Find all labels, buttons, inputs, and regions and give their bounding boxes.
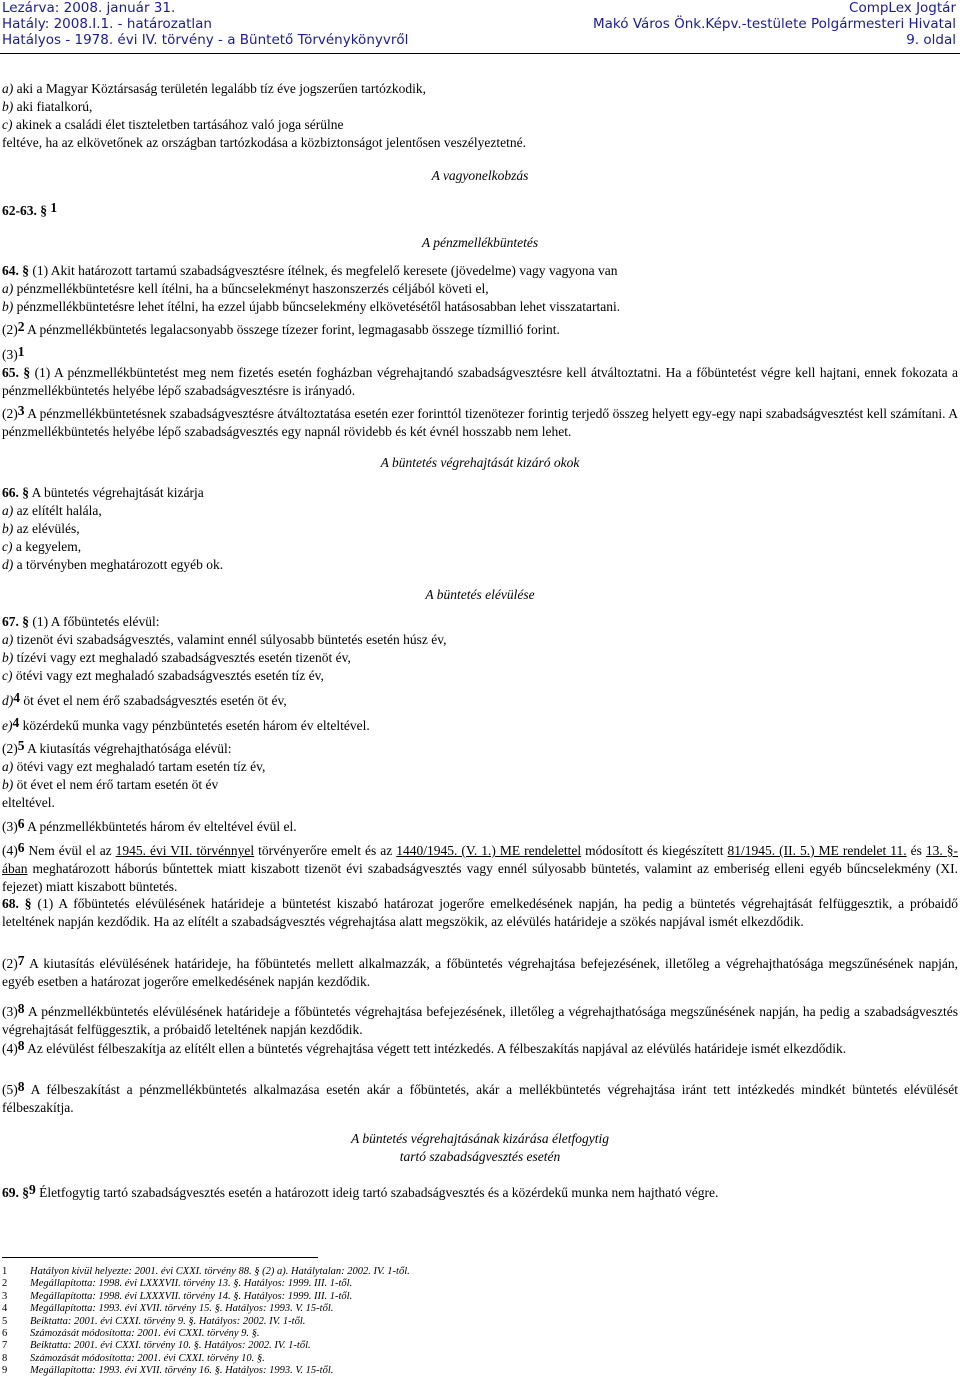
footnote-item <box>2 1291 352 1303</box>
footnote-item <box>2 1328 260 1340</box>
footnote-ref[interactable]: 1 <box>17 344 25 359</box>
footnote-number: 3 <box>2 1290 8 1302</box>
section-number: 67. § <box>2 614 29 629</box>
footnote-ref[interactable]: 1 <box>50 200 58 215</box>
paragraph-67-3: $(3)^6$ A pénzmellékbüntetés három év elteltével évül el. <box>2 816 297 834</box>
heading-vagyonelkobzas: A vagyonelkobzás <box>431 168 529 183</box>
heading-penzmellekbuntetes: A pénzmellékbüntetés <box>421 235 539 250</box>
list-item-text: aki a Magyar Köztársaság területén legalább tíz éve jogszerűen tartózkodik, <box>16 81 426 96</box>
footnote-text: Beiktatta: 2001. évi CXXI. törvény 9. §. Hatályos: 2002. IV. 1-től. <box>30 1315 306 1327</box>
footnote-number: 5 <box>2 1315 8 1327</box>
header-product: CompLex Jogtár <box>849 0 956 16</box>
footnote-item <box>2 1278 352 1290</box>
header-divider <box>0 53 960 54</box>
header-page-number: 9. oldal <box>906 32 956 48</box>
list-item-67e: e)$^4$ közérdekű munka vagy pénzbüntetés esetén három év elteltével. <box>2 715 370 733</box>
footnote-text: Megállapította: 1993. évi XVII. törvény 15. §. Hatályos: 1993. V. 15-től. <box>30 1303 334 1315</box>
footnote-ref[interactable]: 6 <box>17 816 25 831</box>
law-link[interactable]: 13. §-ában <box>2 843 959 876</box>
paragraph-66: 66. § A büntetés végrehajtását kizárja <box>2 485 204 500</box>
paragraph-64-1: 64. § (1) Akit határozott tartamú szabadságvesztésre ítélnek, és megfelelő keresete (jövedelme) vagy vagyona van <box>2 263 618 278</box>
footnote-text: Megállapította: 1993. évi XVII. törvény 16. §. Hatályos: 1993. V. 15-től. <box>30 1365 334 1377</box>
footnote-item <box>2 1316 305 1328</box>
section-number: 68. § <box>2 896 32 911</box>
footnote-number: 4 <box>2 1303 8 1315</box>
list-item-66a: a) az elítélt halála, <box>2 503 102 518</box>
footnote-text: Beiktatta: 2001. évi CXXI. törvény 10. §. Hatályos: 2002. IV. 1-től. <box>30 1340 311 1352</box>
header-validity: Hatály: 2008.I.1. - határozatlan <box>2 16 212 32</box>
footnote-ref[interactable]: 7 <box>17 953 25 968</box>
heading-elevules: A büntetés elévülése <box>425 587 535 602</box>
paragraph-65-1: 65. § (1) A pénzmellékbüntetést meg nem fizetés esetén fogházban végrehajtandó szabadságvesztésre kell átváltoztatni. Ha a főbüntetést végre kell hajtani, ennek fokozata a pénzmellékbüntetés helyébe lépő szabadságvesztésre is irányadó. <box>2 365 959 398</box>
list-item-66c: c) a kegyelem, <box>2 539 82 554</box>
list-item-64b: b) pénzmellékbüntetésre lehet ítélni, ha ezzel újabb bűncselekmény elkövetésétől hatásosabban lehet visszatartani. <box>2 299 621 314</box>
footnote-item <box>2 1340 311 1352</box>
footnote-ref[interactable]: 4 <box>13 690 20 705</box>
heading-eletfogytig-1: A büntetés végrehajtásának kizárása életfogytig <box>351 1131 609 1146</box>
section-number: 62-63. <box>2 203 37 218</box>
paragraph-64-2: $(2)^2$ A pénzmellékbüntetés legalacsonyabb összege tízezer forint, legmagasabb összege tízmillió forint. <box>2 319 560 337</box>
header-licensee: Makó Város Önk.Képv.-testülete Polgármesteri Hivatal <box>593 16 956 32</box>
list-item-67-2c: elteltével. <box>2 795 55 810</box>
footnote-text: Számozását módosította: 2001. évi CXXI. törvény 10. §. <box>30 1352 265 1364</box>
header-closed-date: Lezárva: 2008. január 31. <box>2 0 176 16</box>
list-item-67b: b) tízévi vagy ezt meghaladó szabadságvesztés esetén tizenöt év, <box>2 650 351 665</box>
footnote-number: 6 <box>2 1328 8 1339</box>
law-link[interactable]: 81/1945. (II. 5.) ME rendelet 11. <box>727 843 907 858</box>
paragraph-67-1: 67. § (1) A főbüntetés elévül: <box>2 614 160 629</box>
footnote-item <box>2 1303 333 1315</box>
list-item-67a: a) tizenöt évi szabadságvesztés, valamint ennél súlyosabb büntetés esetén húsz év, <box>2 632 447 647</box>
list-item-64a: a) pénzmellékbüntetésre kell ítélni, ha a bűncselekményt haszonszerzés céljából követi el, <box>2 281 489 296</box>
footnote-text: Hatályon kívül helyezte: 2001. évi CXXI. törvény 88. § (2) a). Hatálytalan: 2002. IV. 1-től. <box>30 1266 410 1277</box>
paragraph-64-3: $(3)^1$ <box>2 344 25 362</box>
list-item-67d: d)$^4$ öt évet el nem érő szabadságvesztés esetén öt év, <box>2 690 287 708</box>
list-item-text: aki fiatalkorú, <box>16 99 93 114</box>
list-item-c: c) akinek a családi élet tiszteletben tartásához való joga sérülne <box>2 117 344 132</box>
paragraph-65-2: $(2)^3$ A pénzmellékbüntetésnek szabadságvesztésre átváltoztatása esetén ezer forinttól tizenötezer forintig terjedő összeg helyett egy-egy napi szabadságvesztést kell számítani. A pénzmellékbüntetés helyébe lépő szabadságvesztés egy napnál rövidebb és két évnél hosszabb nem lehet. <box>2 403 958 439</box>
heading-kizaro-okok: A büntetés végrehajtását kizáró okok <box>380 455 580 470</box>
list-item-67-2b: b) öt évet el nem érő tartam esetén öt év <box>2 777 219 792</box>
paragraph-69: 69. §$^9$ Életfogytig tartó szabadságvesztés esetén a határozott ideig tartó szabadságvesztés és a közérdekű munka nem hajtható végre. <box>2 1182 719 1200</box>
footnote-item <box>2 1365 333 1377</box>
section-62-63 <box>2 202 958 220</box>
section-number: 69. § <box>2 1185 29 1200</box>
footnote-ref[interactable]: 5 <box>17 738 25 753</box>
law-link[interactable]: 1440/1945. (V. 1.) ME rendelettel <box>396 843 582 858</box>
footnote-item <box>2 1353 265 1365</box>
footnote-ref[interactable]: 4 <box>12 715 20 730</box>
paragraph-67-2: $(2)^5$ A kiutasítás végrehajthatósága elévül: <box>2 738 232 756</box>
footnote-number: 1 <box>2 1266 8 1277</box>
footnote-number: 8 <box>2 1352 8 1364</box>
footnote-number: 2 <box>2 1278 8 1290</box>
footnote-number: 9 <box>2 1365 8 1377</box>
header-law-title: Hatályos - 1978. évi IV. törvény - a Büntető Törvénykönyvről <box>2 32 409 48</box>
list-item-a: a) aki a Magyar Köztársaság területén legalább tíz éve jogszerűen tartózkodik, <box>2 81 426 96</box>
footnote-divider <box>2 1257 318 1258</box>
list-item-67c: c) ötévi vagy ezt meghaladó szabadságvesztés esetén tíz év, <box>2 668 324 683</box>
section-number: 65. § <box>2 365 31 380</box>
footnote-text: Megállapította: 1998. évi LXXXVII. törvény 14. §. Hatályos: 1999. III. 1-től. <box>30 1290 353 1302</box>
header-left <box>2 0 408 48</box>
list-item-66d: d) a törvényben meghatározott egyéb ok. <box>2 557 224 572</box>
paragraph-68-4: $(4)^8$ Az elévülést félbeszakítja az elítélt ellen a büntetés végrehajtása végett tett intézkedés. A félbeszakítás napjával az elévülés határideje ismét elkezdődik. <box>2 1038 847 1056</box>
law-link[interactable]: 1945. évi VII. törvénnyel <box>115 843 255 858</box>
footnote-ref[interactable]: 8 <box>17 1001 25 1016</box>
footnote-text: Megállapította: 1998. évi LXXXVII. törvény 13. §. Hatályos: 1999. III. 1-től. <box>30 1278 353 1290</box>
list-item-b: b) aki fiatalkorú, <box>2 99 93 114</box>
list-item-66b: b) az elévülés, <box>2 521 80 536</box>
footnote-ref[interactable]: 6 <box>17 840 25 855</box>
section-number: 66. § <box>2 485 29 500</box>
list-item-text: akinek a családi élet tiszteletben tartásához való joga sérülne <box>15 117 344 132</box>
footnote-ref[interactable]: 8 <box>17 1079 25 1094</box>
footnote-ref[interactable]: 8 <box>17 1038 25 1053</box>
footnote-ref[interactable]: 2 <box>17 319 25 334</box>
footnote-ref[interactable]: 9 <box>29 1182 36 1197</box>
paragraph-68-3: $(3)^8$ A pénzmellékbüntetés elévülésének határideje a főbüntetés végrehajtása befejezésének, illetőleg a végrehajthatósága megszűnésének napján, ha pedig a szabadságvesztés végrehajtását felfüggesztik, a próbaidő leteltének napján kezdődik. <box>2 1001 958 1037</box>
paragraph-condition: feltéve, ha az elkövetőnek az országban tartózkodása a közbiztonságot jelentősen veszélyeztetné. <box>2 135 527 150</box>
footnote-number: 7 <box>2 1340 8 1352</box>
footnote-text: Számozását módosította: 2001. évi CXXI. törvény 9. §. <box>30 1328 260 1339</box>
section-sign: § <box>40 203 47 218</box>
heading-eletfogytig-2: tartó szabadságvesztés esetén <box>399 1149 561 1164</box>
section-number: 64. § <box>2 263 29 278</box>
paragraph-68-2: $(2)^7$ A kiutasítás elévülésének határideje, ha főbüntetés mellett alkalmazzák, a főbüntetés végrehajtása befejezésének, illetőleg a végrehajthatósága megszűnésének napján, egyéb esetben a határozat jogerőre emelkedésének napján kezdődik. <box>2 953 958 989</box>
paragraph-68-5: $(5)^8$ A félbeszakítást a pénzmellékbüntetés alkalmazása esetén akár a főbüntetés, akár a mellékbüntetés végrehajtása iránt tett intézkedés mindkét büntetés elévülését félbeszakítja. <box>2 1079 958 1115</box>
list-item-67-2a: a) ötévi vagy ezt meghaladó tartam esetén tíz év, <box>2 759 266 774</box>
header-right <box>593 0 956 48</box>
paragraph-67-4: $(4)^6$ Nem évül el az 1945. évi VII. törvénnyel törvényerőre emelt és az 1440/1945. (V. 1.) ME rendelettel módosított és kiegészített 81/1945. (II. 5.) ME rendelet 11. és 13. §-ában meghatározott háborús bűntettek miatt kiszabott tizenöt évi szabadságvesztés vagy ennél súlyosabb büntetés, valamint az emberiség elleni egyéb bűncselekmény (XI. fejezet) miatt kiszabott büntetés. <box>2 840 959 894</box>
footnote-ref[interactable]: 3 <box>17 403 25 418</box>
paragraph-68-1: 68. § (1) A főbüntetés elévülésének határideje a büntetést kiszabó határozat jogerőre emelkedésének napján, ha pedig a büntetés végrehajtását felfüggesztik, a próbaidő leteltének napján kezdődik. Ha az elítélt a szabadságvesztés végrehajtása alatt megszökik, az elévülés határideje a szökés napjával ismét elkezdődik. <box>2 896 959 929</box>
footnote-item <box>2 1266 410 1278</box>
page-header <box>0 0 960 50</box>
